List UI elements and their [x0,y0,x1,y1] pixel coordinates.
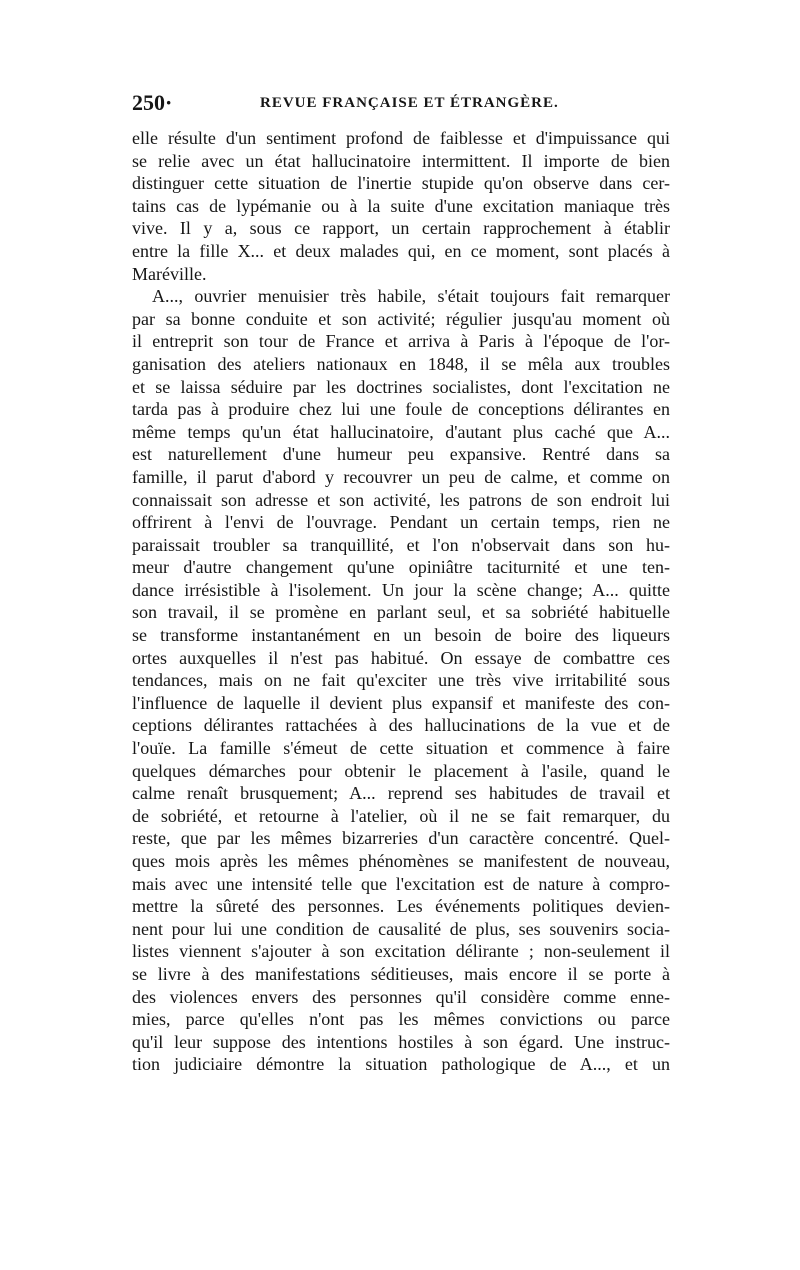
running-head: REVUE FRANÇAISE ET ÉTRANGÈRE. [260,95,559,111]
text-line: se relie avec un état hallucinatoire intermittent. Il importe de bien [132,150,670,171]
text-line: quelques démarches pour obtenir le placement à l'asile, quand le [132,760,670,781]
text-line: elle résulte d'un sentiment profond de faiblesse et d'impuissance qui [132,128,670,148]
text-line: Maréville. [132,263,207,284]
text-line: son travail, il se promène en parlant seul, et sa sobriété habituelle [132,602,670,623]
text-line: listes viennent s'ajouter à son excitation délirante ; non-seulement il [132,941,670,962]
page-header [132,90,670,120]
text-line: ganisation des ateliers nationaux en 1848, il se mêla aux troubles [132,353,670,374]
text-line: même temps qu'un état hallucinatoire, d'autant plus caché que A... [132,421,670,442]
text-line: calme renaît brusquement; A... reprend ses habitudes de travail et [132,783,670,804]
text-line: se transforme instantanément en un besoin de boire des liqueurs [132,625,670,646]
text-line: et se laissa séduire par les doctrines socialistes, dont l'excitation ne [132,376,670,397]
text-line: ques mois après les mêmes phénomènes se manifestent de nouveau, [132,851,670,871]
text-line: famille, il parut d'abord y recouvrer un peu de calme, et comme on [132,466,670,487]
text-line: distinguer cette situation de l'inertie stupide qu'on observe dans cer- [132,173,670,194]
text-line: tarda pas à produire chez lui une foule de conceptions délirantes en [132,399,670,420]
text-line: ceptions délirantes rattachées à des hallucinations de la vue et de [132,715,670,736]
text-line: tion judiciaire démontre la situation pathologique de A..., et un [132,1054,670,1075]
text-line: par sa bonne conduite et son activité; régulier jusqu'au moment où [132,308,670,329]
text-line: de sobriété, et retourne à l'atelier, où il ne se fait remarquer, du [132,805,670,826]
text-line: tendances, mais on ne fait qu'exciter une très vive irritabilité sous [132,670,670,691]
text-line: reste, que par les mêmes bizarreries d'un caractère concentré. Quel- [132,828,670,849]
text-line: se livre à des manifestations séditieuses, mais encore il se porte à [132,963,670,984]
text-line: A..., ouvrier menuisier très habile, s'était toujours fait remarquer [152,286,670,307]
text-line: nent pour lui une condition de causalité de plus, ses souvenirs socia- [132,918,670,939]
text-line: dance irrésistible à l'isolement. Un jour la scène change; A... quitte [132,579,670,600]
text-line: qu'il leur suppose des intentions hostiles à son égard. Une instruc- [132,1031,670,1052]
text-line: l'ouïe. La famille s'émeut de cette situation et commence à faire [132,738,670,759]
text-line: il entreprit son tour de France et arriva à Paris à l'époque de l'or- [132,331,670,352]
text-line: ortes auxquelles il n'est pas habitué. On essaye de combattre ces [132,647,670,668]
text-line: l'influence de laquelle il devient plus expansif et manifeste des con- [132,692,670,713]
text-line: tains cas de lypémanie ou à la suite d'une excitation maniaque très [132,195,670,216]
text-line: vive. Il y a, sous ce rapport, un certain rapprochement à établir [132,218,670,239]
text-line: des violences envers des personnes qu'il considère comme enne- [132,986,670,1007]
body-text [132,127,670,1076]
text-line: est naturellement d'une humeur peu expansive. Rentré dans sa [132,444,670,465]
text-line: paraissait troubler sa tranquillité, et l'on n'observait dans son hu- [132,534,670,555]
text-line: entre la fille X... et deux malades qui, en ce moment, sont placés à [132,240,670,261]
text-line: meur d'autre changement qu'une opiniâtre taciturnité et une ten- [132,557,670,578]
text-line: mettre la sûreté des personnes. Les événements politiques devien- [132,896,670,917]
text-line: connaissait son adresse et son activité, les patrons de son endroit lui [132,489,670,510]
text-line: mais avec une intensité telle que l'excitation est de nature à compro- [132,873,670,894]
page-number: 250· [132,90,173,115]
text-line: offrirent à l'envi de l'ouvrage. Pendant un certain temps, rien ne [132,512,670,533]
text-line: mies, parce qu'elles n'ont pas les mêmes convictions ou parce [132,1009,670,1030]
